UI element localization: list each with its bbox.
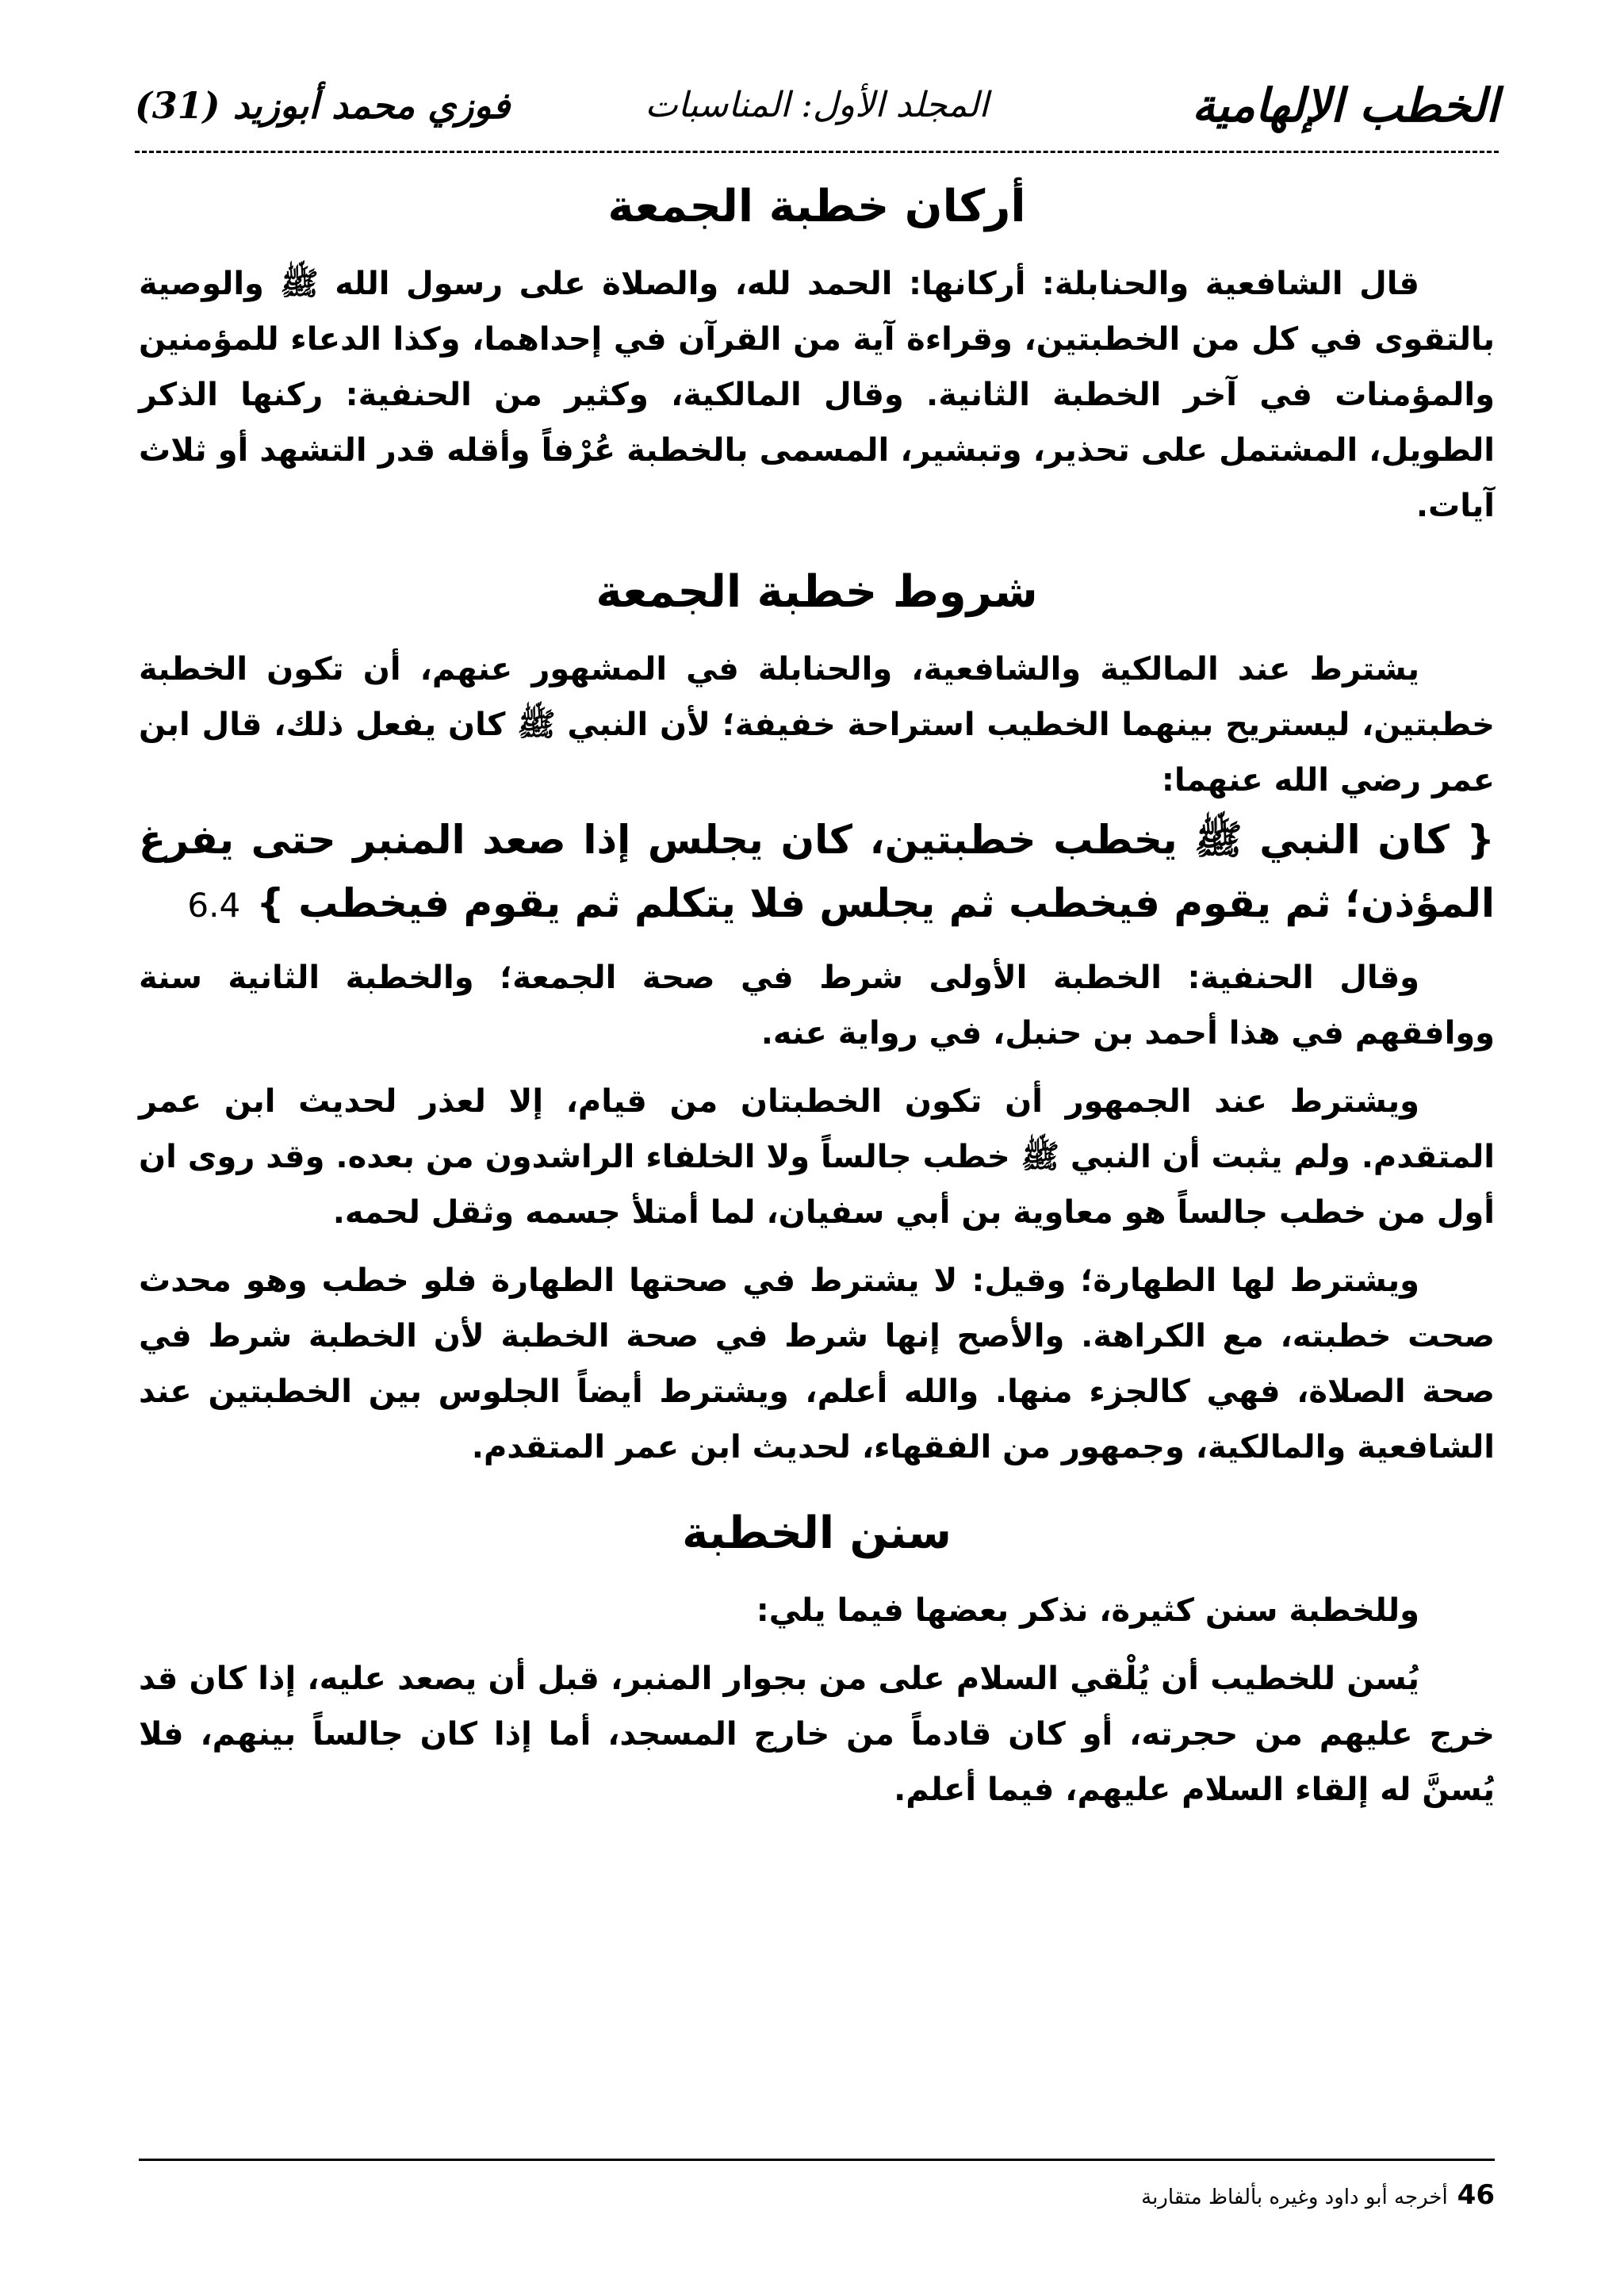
author-and-page: [135, 70, 510, 141]
page-number: (31): [135, 84, 220, 127]
book-title: الخطب الإلهامية: [1192, 79, 1499, 132]
footnote-rule: [139, 2159, 1495, 2161]
paragraph: يُسن للخطيب أن يُلْقي السلام على من بجوار المنبر، قبل أن يصعد عليه، إذا كان قد خرج عليهم من حجرته، أو كان قادماً من خارج المسجد، أما إذا كان جالساً بينهم، فلا يُسنَّ له إلقاء السلام عليهم، فيما أعلم.: [139, 1661, 1495, 1808]
paragraph: ويشترط عند الجمهور أن تكون الخطبتان من قيام، إلا لعذر لحديث ابن عمر المتقدم. ولم يثبت أن النبي ﷺ خطب جالساً ولا الخلفاء الراشدون من بعده. وقد روى ان أول من خطب جالساً هو معاوية بن أبي سفيان، لما أمتلأ جسمه وثقل لحمه.: [139, 1083, 1495, 1231]
footnote: [1141, 2179, 1495, 2211]
main-content: [139, 170, 1495, 1818]
hadith-quote: [139, 808, 1495, 937]
paragraph: وللخطبة سنن كثيرة، نذكر بعضها فيما يلي:: [756, 1592, 1419, 1629]
volume-section: المجلد الأول: المناسبات: [645, 85, 989, 125]
paragraph: يشترط عند المالكية والشافعية، والحنابلة في المشهور عنهم، أن تكون الخطبة خطبتين، ليستريح بينهما الخطيب استراحة خفيفة؛ لأن النبي ﷺ كان يفعل ذلك، قال ابن عمر رضي الله عنهما:: [139, 651, 1495, 799]
section-title-pillars: أركان خطبة الجمعة: [607, 181, 1026, 232]
section-title-conditions: شروط خطبة الجمعة: [596, 566, 1038, 618]
paragraph: ويشترط لها الطهارة؛ وقيل: لا يشترط في صحتها الطهارة فلو خطب وهو محدث صحت خطبته، مع الكراهة. والأصح إنها شرط في صحة الخطبة لأن الخطبة شرط في صحة الصلاة، فهي كالجزء منها. والله أعلم، ويشترط أيضاً الجلوس بين الخطبتين عند الشافعية والمالكية، وجمهور من الفقهاء، لحديث ابن عمر المتقدم.: [139, 1262, 1495, 1465]
hadith-text: { كان النبي ﷺ يخطب خطبتين، كان يجلس إذا صعد المنبر حتى يفرغ المؤذن؛ ثم يقوم فيخطب ثم يجلس فلا يتكلم ثم يقوم فيخطب }: [139, 817, 1495, 926]
footnote-reference: 6.4: [187, 886, 241, 925]
header-rule: [135, 151, 1499, 153]
running-header: [135, 70, 1499, 141]
footnote-text: أخرجه أبو داود وغيره بألفاظ متقاربة: [1141, 2186, 1448, 2209]
section-title-sunan: سنن الخطبة: [682, 1508, 952, 1559]
paragraph: قال الشافعية والحنابلة: أركانها: الحمد لله، والصلاة على رسول الله ﷺ والوصية بالتقوى في كل من الخطبتين، وقراءة آية من القرآن في إحداهما، وكذا الدعاء للمؤمنين والمؤمنات في آخر الخطبة الثانية. وقال المالكية، وكثير من الحنفية: ركنها الذكر الطويل، المشتمل على تحذير، وتبشير، المسمى بالخطبة عُرْفاً وأقله قدر التشهد أو ثلاث آيات.: [139, 266, 1495, 524]
paragraph: وقال الحنفية: الخطبة الأولى شرط في صحة الجمعة؛ والخطبة الثانية سنة ووافقهم في هذا أحمد بن حنبل، في رواية عنه.: [139, 960, 1495, 1052]
author-name: فوزي محمد أبوزيد: [232, 84, 511, 127]
footnote-number: 46: [1457, 2179, 1495, 2211]
